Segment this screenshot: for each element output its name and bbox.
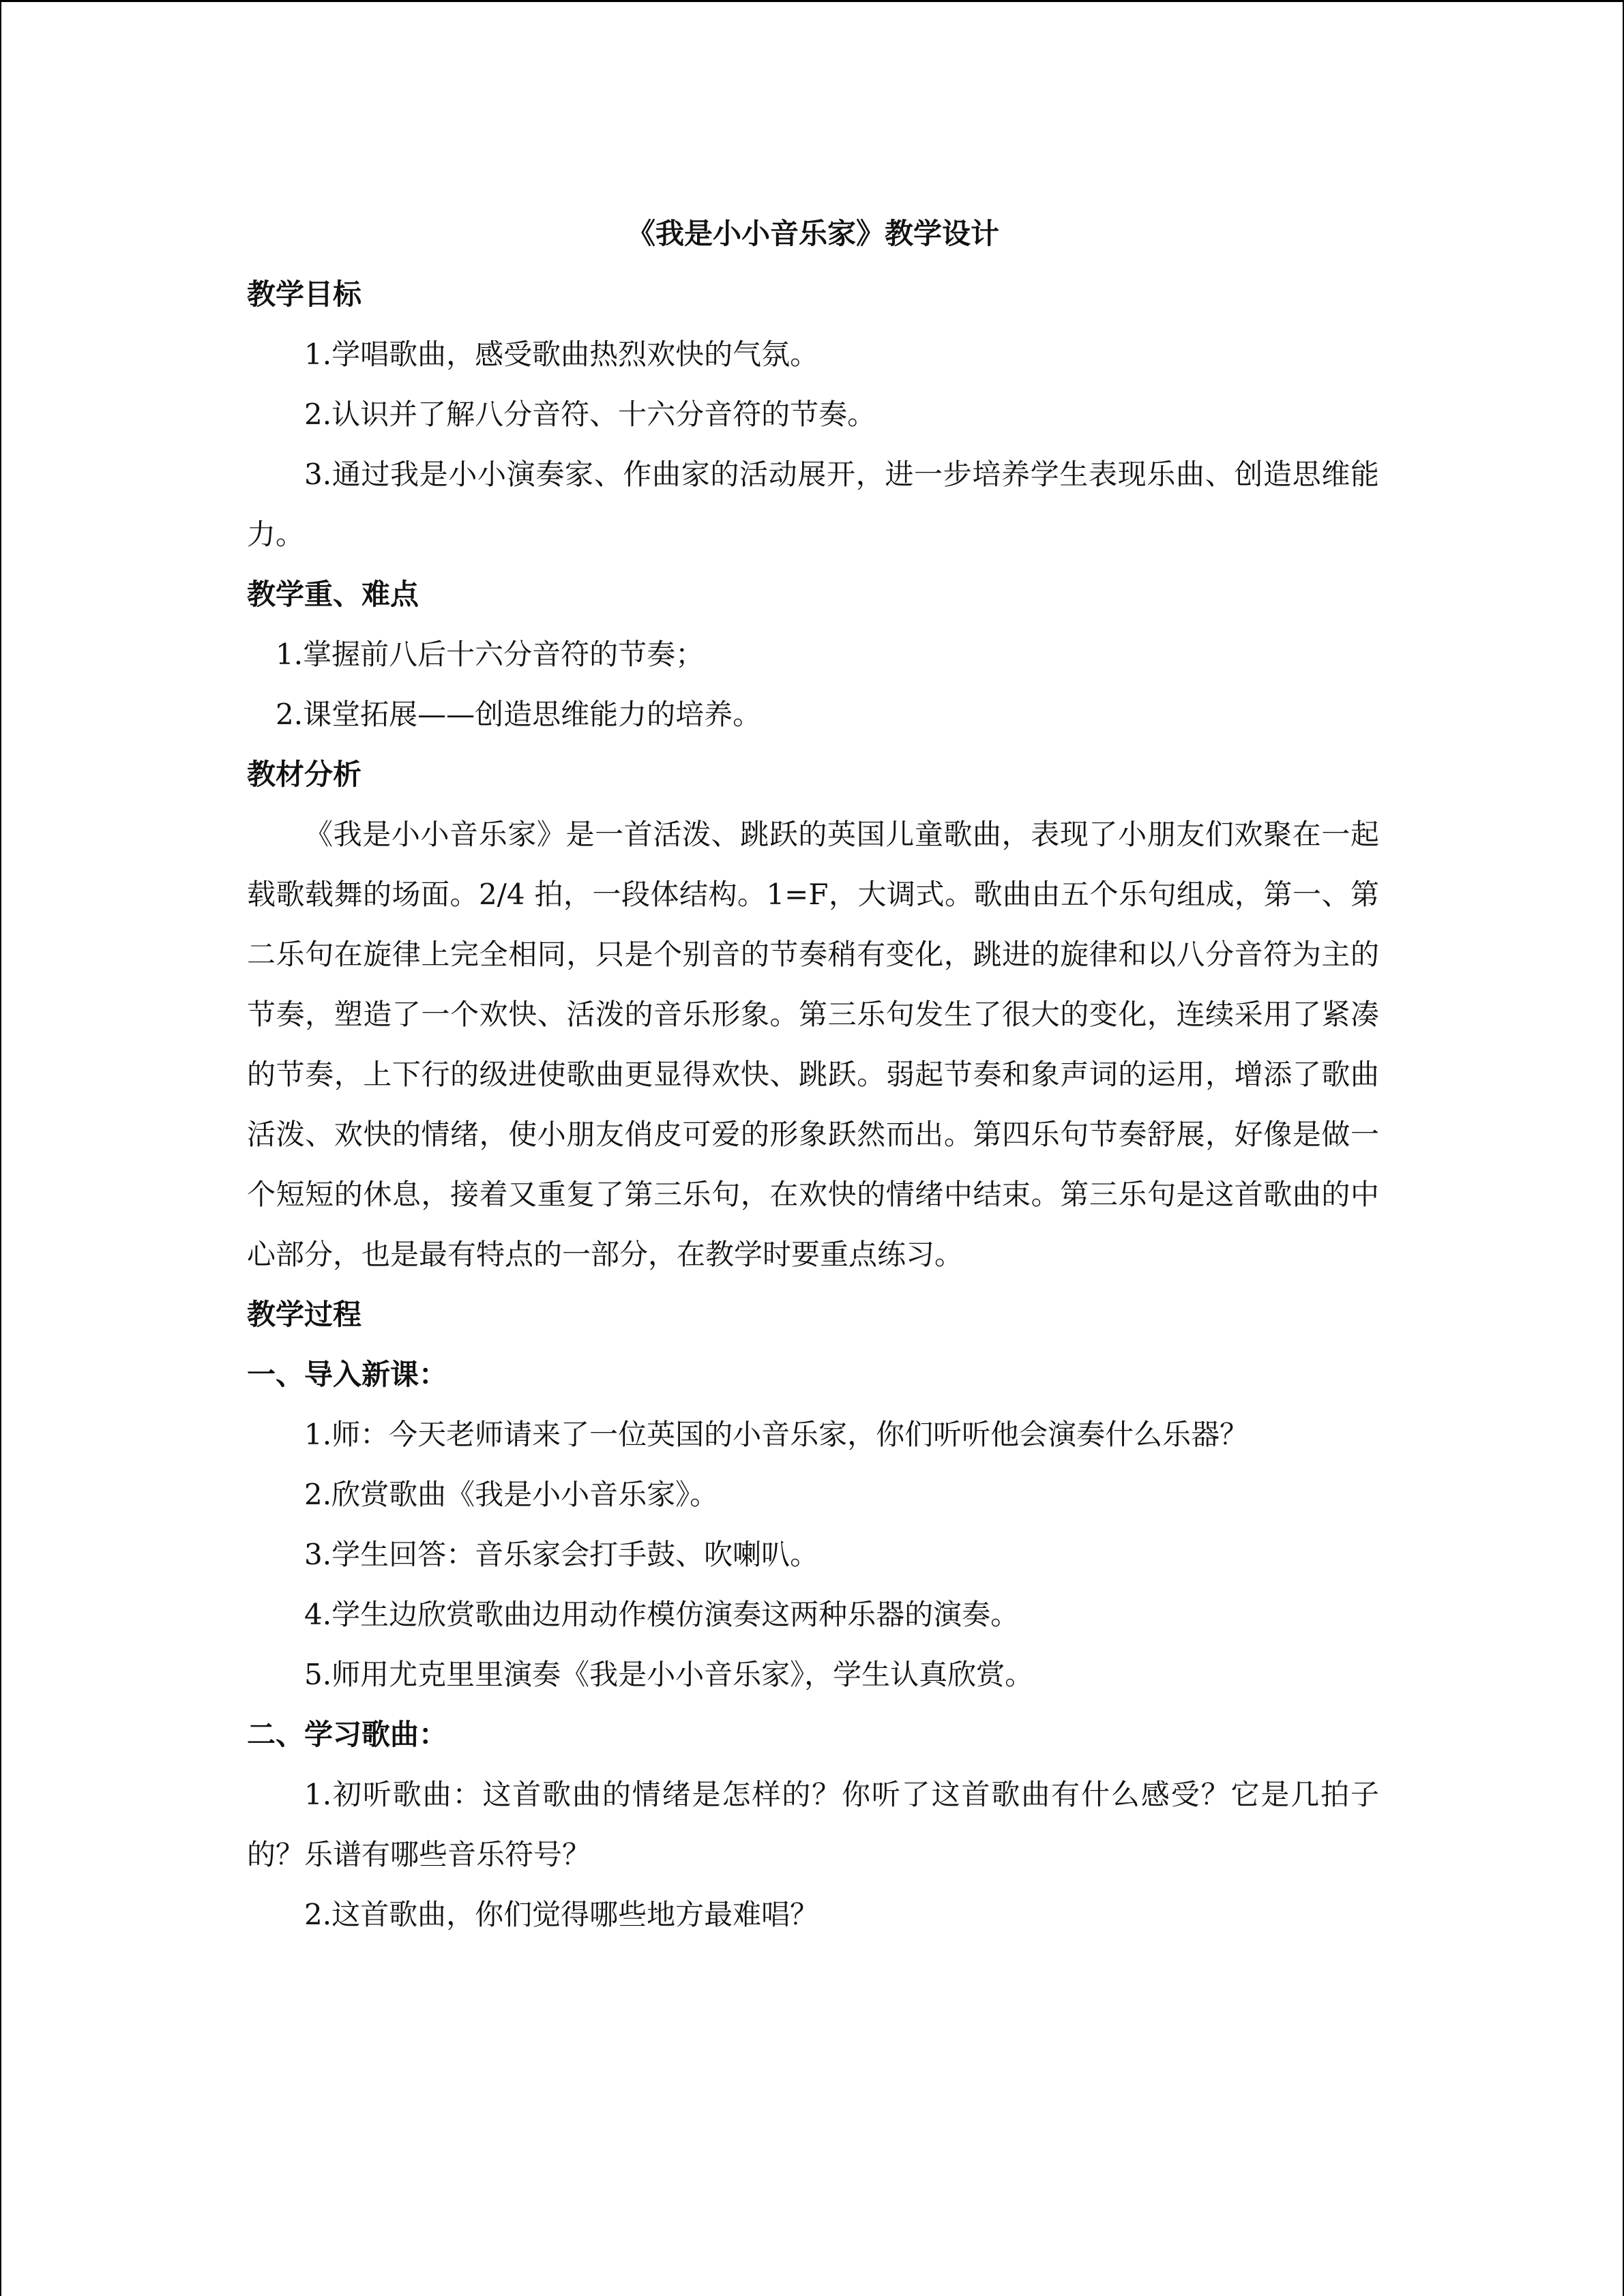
section-heading-process: 教学过程 xyxy=(247,1298,362,1331)
process-item: 1.初听歌曲：这首歌曲的情绪是怎样的？你听了这首歌曲有什么感受？它是几拍子的？乐谱有哪些音乐符号？ xyxy=(247,1778,1379,1871)
process-item: 2.这首歌曲，你们觉得哪些地方最难唱？ xyxy=(304,1898,819,1931)
goal-item: 3.通过我是小小演奏家、作曲家的活动展开，进一步培养学生表现乐曲、创造思维能力。 xyxy=(247,458,1379,551)
goal-item: 1.学唱歌曲，感受歌曲热烈欢快的气氛。 xyxy=(304,338,819,371)
document-body xyxy=(247,210,1379,1945)
goal-item: 2.认识并了解八分音符、十六分音符的节奏。 xyxy=(304,398,876,431)
process-item: 5.师用尤克里里演奏《我是小小音乐家》，学生认真欣赏。 xyxy=(304,1658,1034,1691)
analysis-paragraph: 《我是小小音乐家》是一首活泼、跳跃的英国儿童歌曲，表现了小朋友们欢聚在一起载歌载舞的场面。2/4 拍，一段体结构。1=F，大调式。歌曲由五个乐句组成，第一、第二乐句在旋律上完全相同，只是个别音的节奏稍有变化，跳进的旋律和以八分音符为主的节奏，塑造了一个欢快、活泼的音乐形象。第三乐句发生了很大的变化，连续采用了紧凑的节奏，上下行的级进使歌曲更显得欢快、跳跃。弱起节奏和象声词的运用，增添了歌曲活泼、欢快的情绪，使小朋友俏皮可爱的形象跃然而出。第四乐句节奏舒展，好像是做一个短短的休息，接着又重复了第三乐句，在欢快的情绪中结束。第三乐句是这首歌曲的中心部分，也是最有特点的一部分，在教学时要重点练习。 xyxy=(247,818,1379,1271)
process-item: 4.学生边欣赏歌曲边用动作模仿演奏这两种乐器的演奏。 xyxy=(304,1598,1020,1631)
process-item: 3.学生回答：音乐家会打手鼓、吹喇叭。 xyxy=(304,1538,819,1571)
section-heading-goals: 教学目标 xyxy=(247,278,362,311)
process-item: 2.欣赏歌曲《我是小小音乐家》。 xyxy=(304,1478,719,1511)
key-point-item: 1.掌握前八后十六分音符的节奏； xyxy=(276,638,705,671)
key-point-item: 2.课堂拓展——创造思维能力的培养。 xyxy=(276,698,762,731)
section-heading-key-points: 教学重、难点 xyxy=(247,578,419,611)
process-item: 1.师：今天老师请来了一位英国的小音乐家，你们听听他会演奏什么乐器？ xyxy=(304,1418,1249,1451)
document-title: 《我是小小音乐家》教学设计 xyxy=(626,217,999,250)
process-part2-heading: 二、学习歌曲： xyxy=(247,1718,448,1751)
process-part1-heading: 一、导入新课： xyxy=(247,1358,448,1391)
section-heading-analysis: 教材分析 xyxy=(247,758,362,791)
